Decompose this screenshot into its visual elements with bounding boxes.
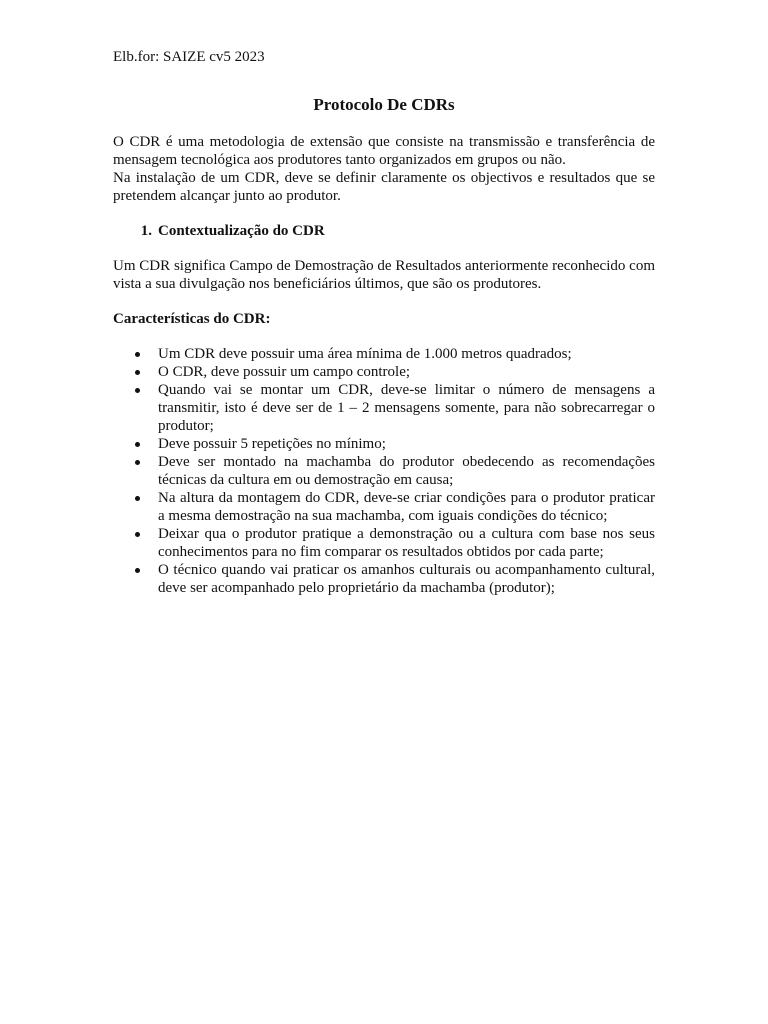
- header-reference: Elb.for: SAIZE cv5 2023: [113, 49, 265, 65]
- section-1-title: Contextualização do CDR: [158, 223, 325, 239]
- bullet-icon: [113, 525, 158, 561]
- list-item: Quando vai se montar um CDR, deve-se limitar o número de mensagens a transmitir, isto é deve ser de 1 – 2 mensagens somente, para não sobrecarregar o produtor;: [113, 381, 655, 435]
- list-item: Deixar qua o produtor pratique a demonstração ou a cultura com base nos seus conhecimentos para no fim comparar os resultados obtidos por cada parte;: [113, 525, 655, 561]
- bullet-icon: [113, 363, 158, 381]
- bullet-icon: [113, 489, 158, 525]
- bullet-icon: [113, 435, 158, 453]
- section-1-number: 1.: [140, 223, 152, 239]
- document-body: [113, 133, 655, 597]
- document-title: Protocolo De CDRs: [313, 95, 455, 114]
- section-1-heading: [113, 222, 655, 240]
- characteristics-heading: Características do CDR:: [113, 311, 271, 327]
- list-item: O técnico quando vai praticar os amanhos culturais ou acompanhamento cultural, deve ser acompanhado pelo proprietário da machamba (produtor);: [113, 561, 655, 597]
- bullet-icon: [113, 381, 158, 435]
- characteristics-list: [113, 345, 655, 597]
- intro-paragraph-2: Na instalação de um CDR, deve se definir claramente os objectivos e resultados que se pretendem alcançar junto ao produtor.: [113, 170, 655, 204]
- list-item: Deve possuir 5 repetições no mínimo;: [113, 435, 655, 453]
- list-item: Um CDR deve possuir uma área mínima de 1.000 metros quadrados;: [113, 345, 655, 363]
- list-item: Na altura da montagem do CDR, deve-se criar condições para o produtor praticar a mesma demostração na sua machamba, com iguais condições do técnico;: [113, 489, 655, 525]
- bullet-icon: [113, 561, 158, 597]
- bullet-icon: [113, 453, 158, 489]
- list-item: Deve ser montado na machamba do produtor obedecendo as recomendações técnicas da cultura em ou demostração em causa;: [113, 453, 655, 489]
- list-item: O CDR, deve possuir um campo controle;: [113, 363, 655, 381]
- bullet-icon: [113, 345, 158, 363]
- section-1-paragraph: Um CDR significa Campo de Demostração de Resultados anteriormente reconhecido com vista a sua divulgação nos beneficiários últimos, que são os produtores.: [113, 258, 655, 292]
- intro-paragraph-1: O CDR é uma metodologia de extensão que consiste na transmissão e transferência de mensagem tecnológica aos produtores tanto organizados em grupos ou não.: [113, 134, 655, 168]
